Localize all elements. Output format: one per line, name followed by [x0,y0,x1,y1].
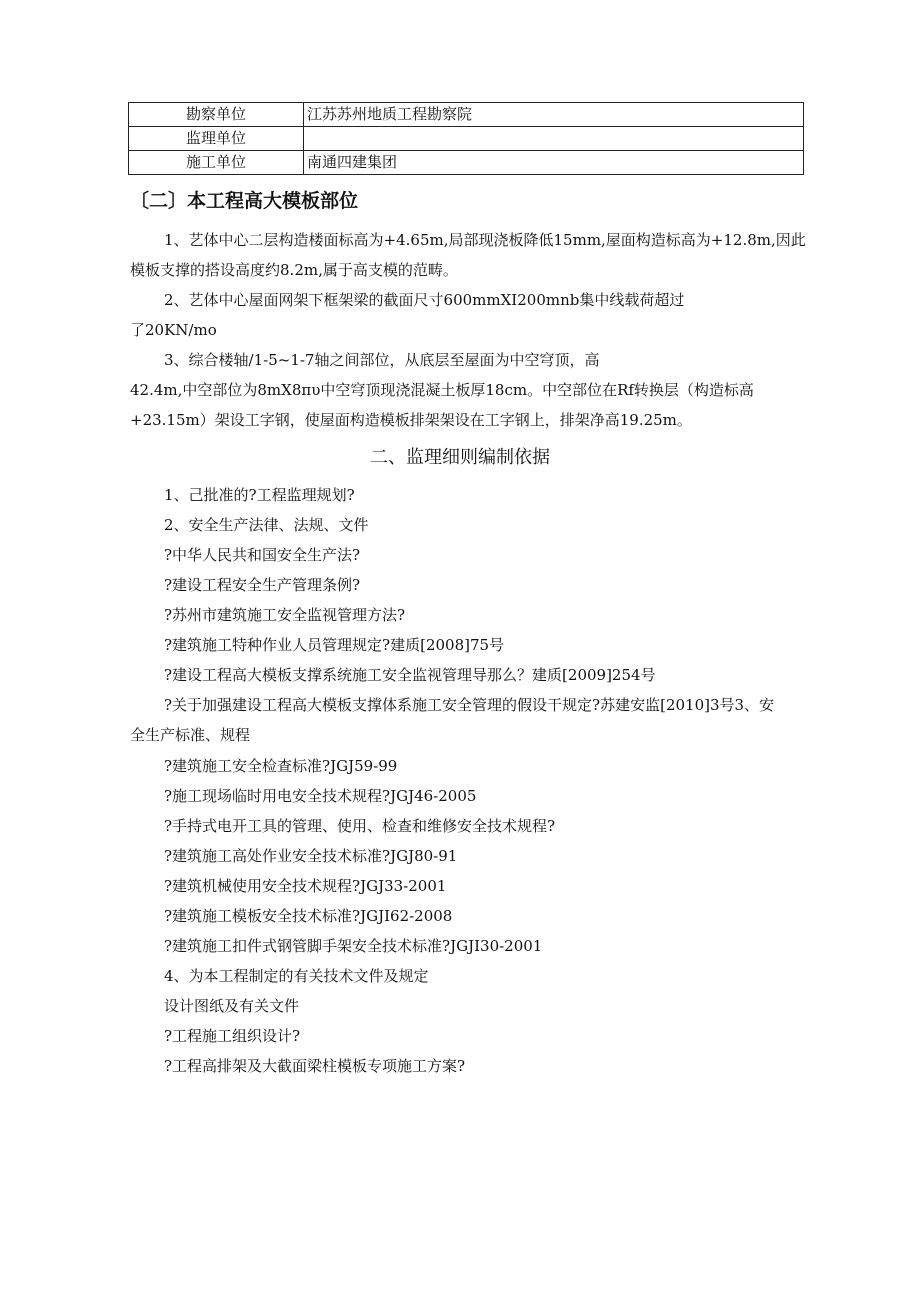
list-item: ?关于加强建设工程高大模板支撑体系施工安全管理的假设干规定?苏建安监[2010]3号3、安 [164,696,775,714]
list-item: ?建筑施工高处作业安全技术标准?JGJ80-91 [164,847,458,865]
list-item: ?建筑机械使用安全技术规程?JGJ33-2001 [164,877,447,895]
table-label: 施工单位 [129,151,304,175]
paragraph-line: +23.15m）架设工字钢，使屋面构造模板排架架设在工字钢上，排架净高19.25m。 [130,411,692,429]
paragraph-line: 3、综合楼轴/1-5~1-7轴之间部位，从底层至屋面为中空穹顶，高 [164,351,600,369]
table-label: 勘察单位 [129,103,304,127]
table-label: 监理单位 [129,127,304,151]
list-item: ?工程施工组织设计? [164,1027,301,1045]
list-item: ?手持式电开工具的管理、使用、检查和维修安全技术规程? [164,817,556,835]
list-item: ?建筑施工特种作业人员管理规定?建质[2008]75号 [164,636,505,654]
list-item: ?建设工程高大模板支撑系统施工安全监视管理导那么？建质[2009]254号 [164,666,656,684]
list-item: 4、为本工程制定的有关技术文件及规定 [164,967,429,985]
table-value: 江苏苏州地质工程勘察院 [304,103,804,127]
paragraph-line: 42.4m,中空部位为8mX8πυ中空穹顶现浇混凝土板厚18cm。中空部位在Rf转换层（构造标高 [130,381,754,399]
table-value: 南通四建集团 [304,151,804,175]
list-item: ?建筑施工模板安全技术标准?JGJI62-2008 [164,907,453,925]
paragraph-line: 1、艺体中心二层构造楼面标高为+4.65m,局部现浇板降低15mm,屋面构造标高为+12.8m,因此 [164,231,806,249]
project-units-table [128,102,804,175]
list-item: 1、己批准的?工程监理规划? [164,486,355,504]
list-item: ?建设工程安全生产管理条例? [164,576,361,594]
paragraph-line: 2、艺体中心屋面网架下框架梁的截面尺寸600mmXI200mnb集中线载荷超过 [164,291,685,309]
list-item: ?苏州市建筑施工安全监视管理方法? [164,606,406,624]
list-item: ?建筑施工扣件式钢管脚手架安全技术标准?JGJI30-2001 [164,937,543,955]
list-item: 设计图纸及有关文件 [164,997,300,1015]
section-heading: 二、监理细则编制依据 [370,447,550,468]
list-item: ?施工现场临时用电安全技术规程?JGJ46-2005 [164,787,477,805]
list-item: 全生产标准、规程 [130,726,251,744]
section-title: 〔二〕本工程高大模板部位 [130,190,359,212]
list-item: ?工程高排架及大截面梁柱模板专项施工方案? [164,1057,466,1075]
table-value [304,127,804,151]
list-item: ?中华人民共和国安全生产法? [164,546,361,564]
table-row [129,127,804,151]
list-item: 2、安全生产法律、法规、文件 [164,516,369,534]
table-row [129,103,804,127]
list-item: ?建筑施工安全检查标准?JGJ59-99 [164,757,398,775]
paragraph-line: 了20KN/mo [130,321,217,339]
table-row [129,151,804,175]
paragraph-line: 模板支撑的搭设高度约8.2m,属于高支模的范畴。 [130,261,458,279]
